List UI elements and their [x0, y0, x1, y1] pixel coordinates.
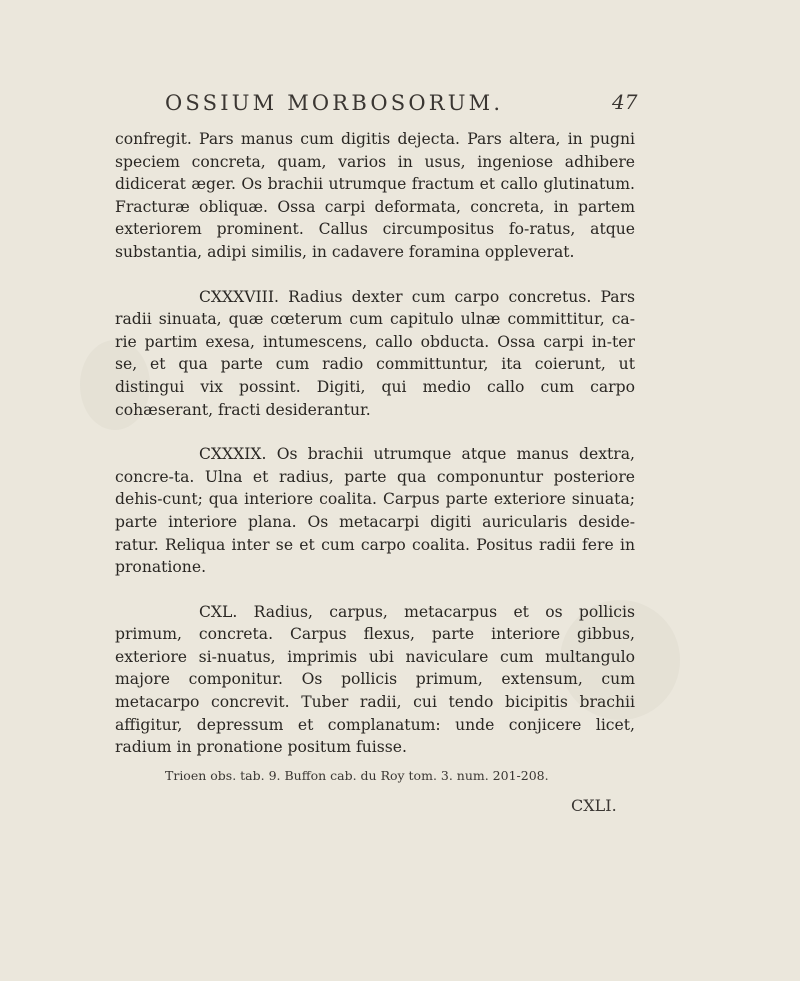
- text-body: [115, 128, 635, 785]
- running-header: OSSIUM MORBOSORUM.: [165, 91, 504, 115]
- page-number: 47: [612, 90, 638, 114]
- paragraph-cxxxix: CXXXIX. Os brachii utrumque atque manus dextra, concre-ta. Ulna et radius, parte qua componuntur posteriore dehis-cunt; qua interiore coalita. Carpus parte exteriore sinuata; parte interiore plana. Os metacarpi digiti auricularis deside-ratur. Reliqua inter se et cum carpo coalita. Positus radii fere in pronatione.: [115, 445, 635, 577]
- paragraph-cxl: CXL. Radius, carpus, metacarpus et os pollicis primum, concreta. Carpus flexus, parte interiore gibbus, exteriore si-nuatus, imprimis ubi naviculare cum multangulo majore componitur. Os pollicis primum, extensum, cum metacarpo concrevit. Tuber radii, cui tendo bicipitis brachii affigitur, depressum et complanatum: unde conjicere licet, radium in pronatione positum fuisse.: [115, 602, 635, 757]
- catchword: CXLI.: [571, 796, 617, 815]
- paragraph-continuation: confregit. Pars manus cum digitis dejecta. Pars altera, in pugni speciem concreta, quam, varios in usus, ingeniose adhibere didicerat æger. Os brachii utrumque fractum et callo glutinatum. Fracturæ obliquæ. Ossa carpi deformata, concreta, in partem exteriorem prominent. Callus circumpositus fo-ratus, atque substantia, adipi similis, in cadavere foramina oppleverat.: [115, 130, 635, 261]
- paragraph-cxxxviii: CXXXVIII. Radius dexter cum carpo concretus. Pars radii sinuata, quæ cœterum cum capitulo ulnæ committitur, ca-rie partim exesa, intumescens, callo obducta. Ossa carpi in-ter se, et qua parte cum radio committuntur, ita coierunt, ut distingui vix possint. Digiti, qui medio callo cum carpo cohæserant, fracti desiderantur.: [115, 287, 635, 419]
- footnote-reference: Trioen obs. tab. 9. Buffon cab. du Roy tom. 3. num. 201-208.: [165, 767, 549, 783]
